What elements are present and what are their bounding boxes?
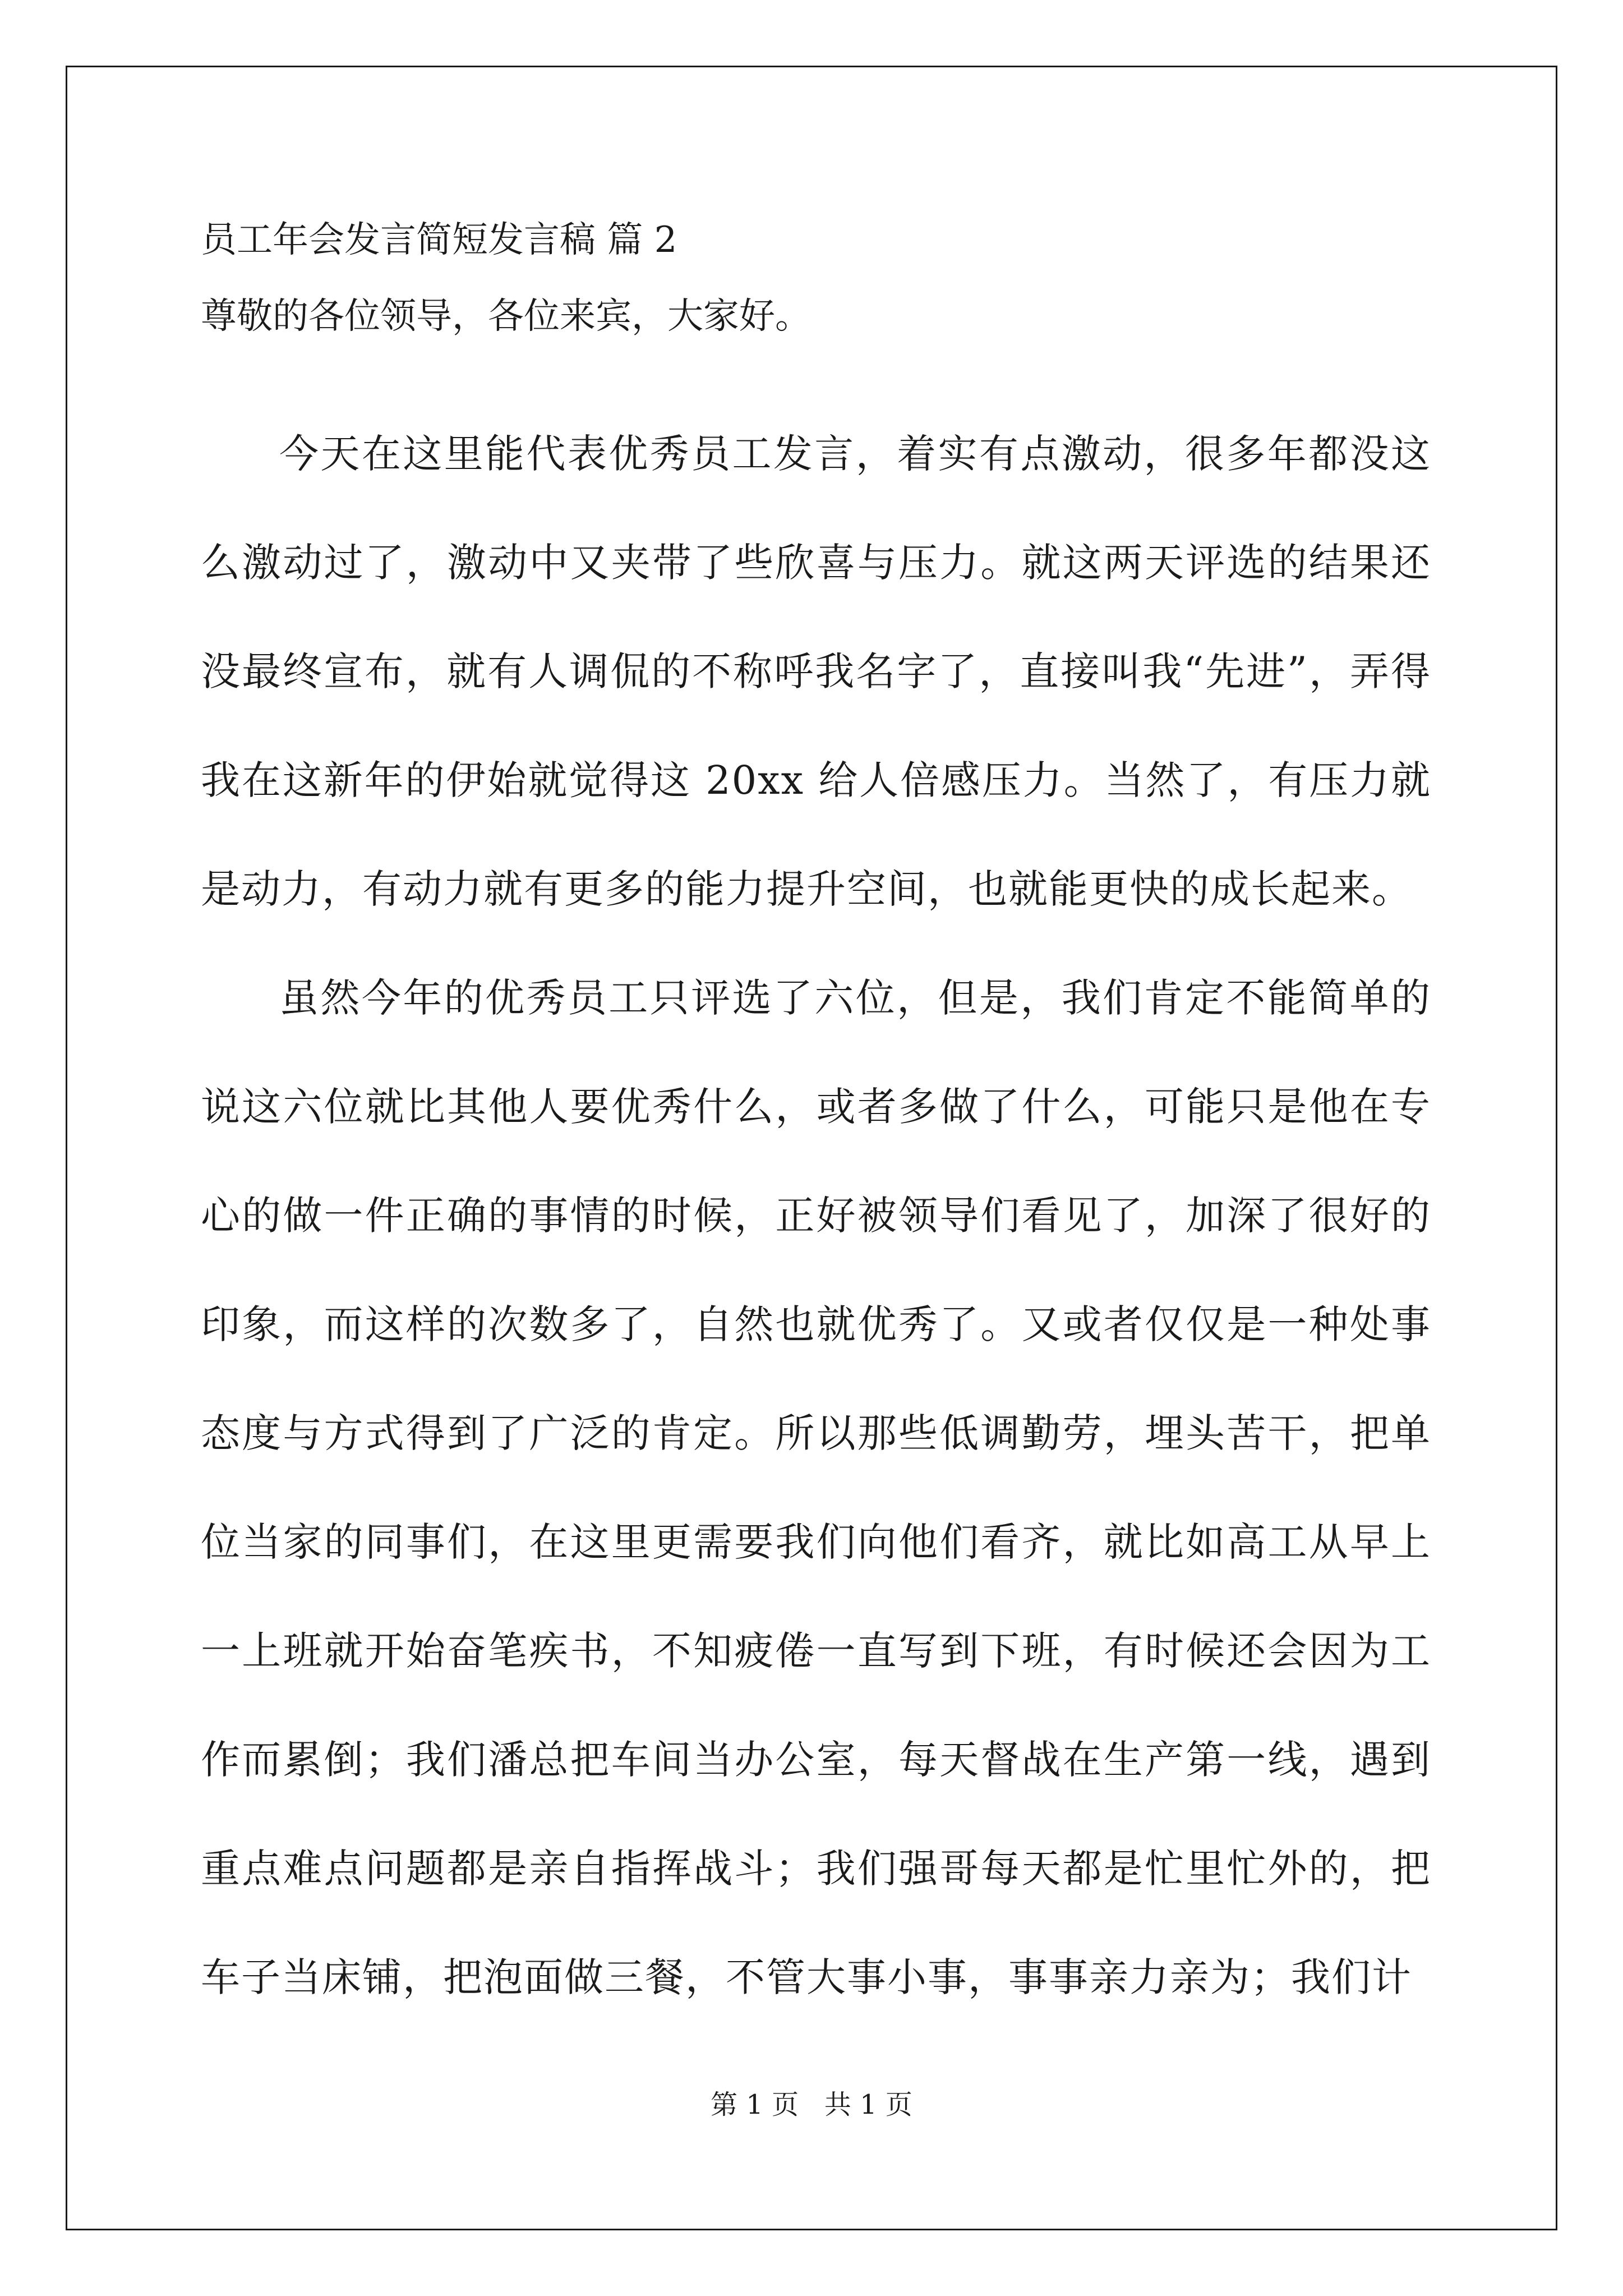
paragraph-2: 虽然今年的优秀员工只评选了六位，但是，我们肯定不能简单的说这六位就比其他人要优秀什么，或者多做了什么，可能只是他在专心的做一件正确的事情的时候，正好被领导们看见了，加深了很好的印象，而这样的次数多了，自然也就优秀了。又或者仅仅是一种处事态度与方式得到了广泛的肯定。所以那些低调勤劳，埋头苦干，把单位当家的同事们，在这里更需要我们向他们看齐，就比如高工从早上一上班就开始奋笔疾书，不知疲倦一直写到下班，有时候还会因为工作而累倒；我们潘总把车间当办公室，每天督战在生产第一线，遇到重点难点问题都是亲自指挥战斗；我们强哥每天都是忙里忙外的，把车子当床铺，把泡面做三餐，不管大事小事，事事亲力亲为；我们计 xyxy=(201,975,1431,2000)
document-heading: 员工年会发言简短发言稿 篇 2 xyxy=(201,219,677,261)
document-body xyxy=(201,213,1431,2032)
page-footer: 第 1 页 共 1 页 xyxy=(711,2089,912,2120)
greeting-line: 尊敬的各位领导，各位来宾，大家好。 xyxy=(201,296,811,337)
paragraph-1: 今天在这里能代表优秀员工发言，着实有点激动，很多年都没这么激动过了，激动中又夹带了些欣喜与压力。就这两天评选的结果还没最终宣布，就有人调侃的不称呼我名字了，直接叫我“先进”，弄得我在这新年的伊始就觉得这 20xx 给人倍感压力。当然了，有压力就是动力，有动力就有更多的能力提升空间，也就能更快的成长起来。 xyxy=(201,431,1431,912)
